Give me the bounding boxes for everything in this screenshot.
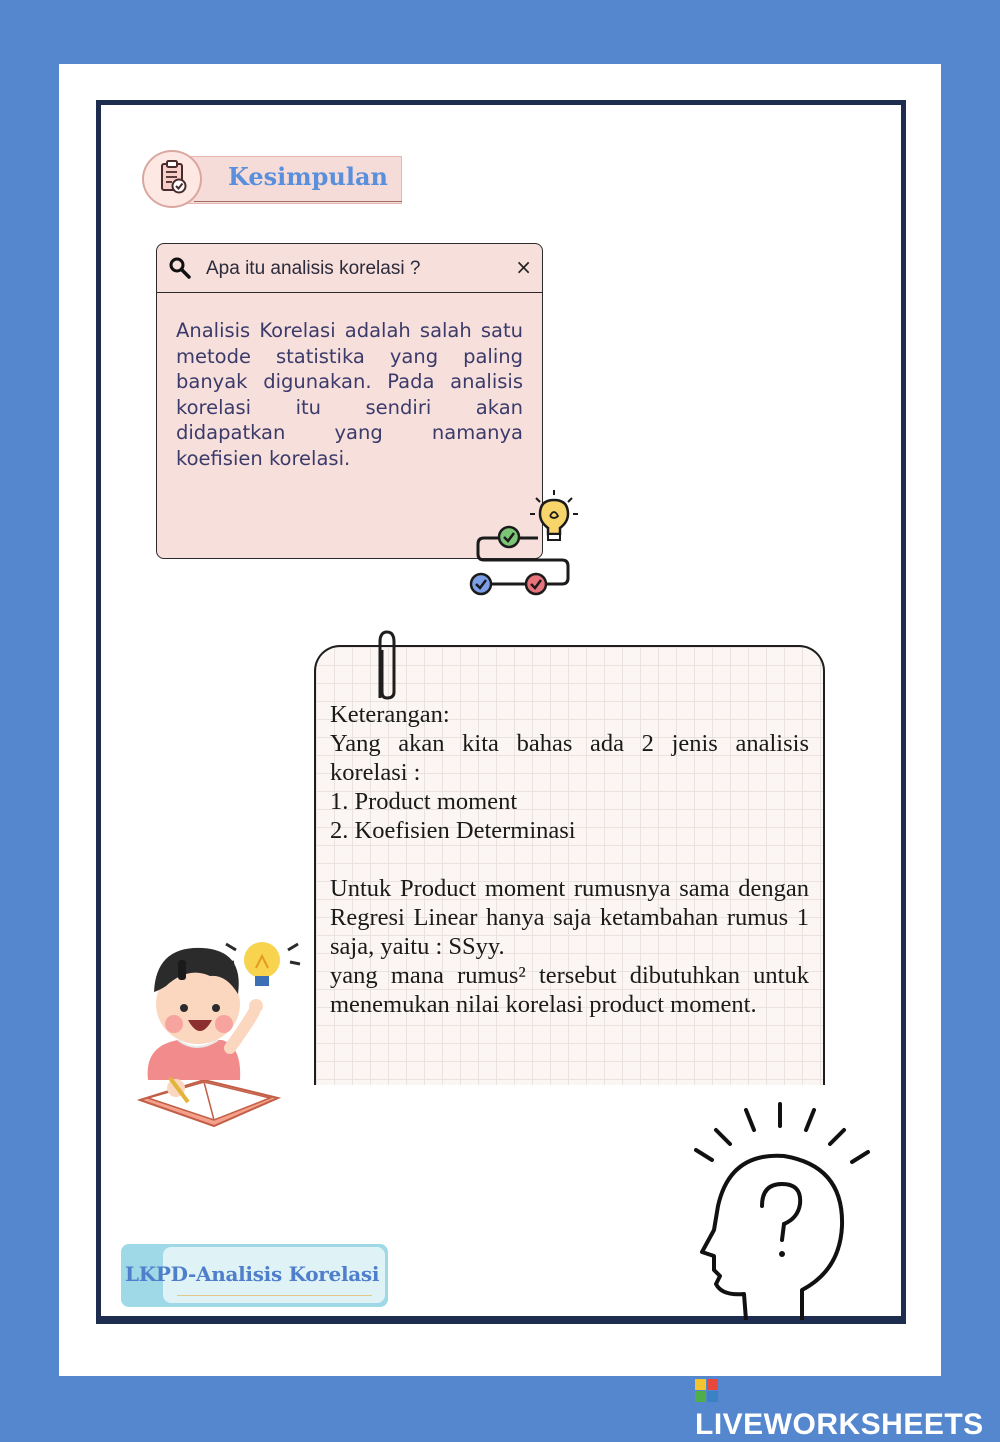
note-line-1: Keterangan: [330, 701, 450, 728]
check-circle-blue [471, 574, 491, 594]
liveworksheets-text: LIVEWORKSHEETS [695, 1408, 984, 1441]
close-icon[interactable]: × [515, 255, 532, 279]
heading-underline [194, 201, 402, 202]
footer-badge-line [177, 1295, 372, 1296]
paperclip-icon [372, 628, 402, 702]
check-circle-red [526, 574, 546, 594]
note-item-1: 1. Product moment [330, 788, 518, 815]
thinking-head-icon [690, 1100, 874, 1324]
search-icon [168, 256, 192, 280]
lightbulb-icon [530, 490, 578, 540]
search-query[interactable]: Apa itu analisis korelasi ? [206, 258, 421, 279]
heading-title: Kesimpulan [228, 162, 388, 191]
note-paragraph-1: Untuk Product moment rumusnya sama dengan Regresi Linear hanya saja ketambahan rumus 1 saja, yaitu : SSyy. [330, 875, 809, 960]
check-circle-green [499, 527, 519, 547]
student-idea-illustration [118, 930, 308, 1140]
liveworksheets-logo[interactable] [695, 1374, 1000, 1441]
footer-label: LKPD-Analisis Korelasi [125, 1262, 380, 1286]
note-text [330, 700, 809, 1019]
footer-badge [121, 1244, 388, 1307]
heading-icon-circle [142, 150, 202, 208]
liveworksheets-logo-mark [695, 1379, 719, 1403]
search-card-body: Analisis Korelasi adalah salah satu metode statistika yang paling banyak digunakan. Pada analisis korelasi itu sendiri akan didapatkan yang namanya koefisien korelasi. [176, 319, 523, 470]
clipboard-check-icon [144, 152, 200, 206]
note-paragraph-2: yang mana rumus² tersebut dibutuhkan untuk menemukan nilai korelasi product moment. [330, 962, 809, 1018]
search-card-header [157, 244, 542, 293]
idea-checklist-icon [466, 486, 582, 600]
note-line-2: Yang akan kita bahas ada 2 jenis analisis korelasi : [330, 730, 809, 786]
section-heading [140, 148, 402, 208]
note-item-2: 2. Koefisien Determinasi [330, 817, 576, 844]
